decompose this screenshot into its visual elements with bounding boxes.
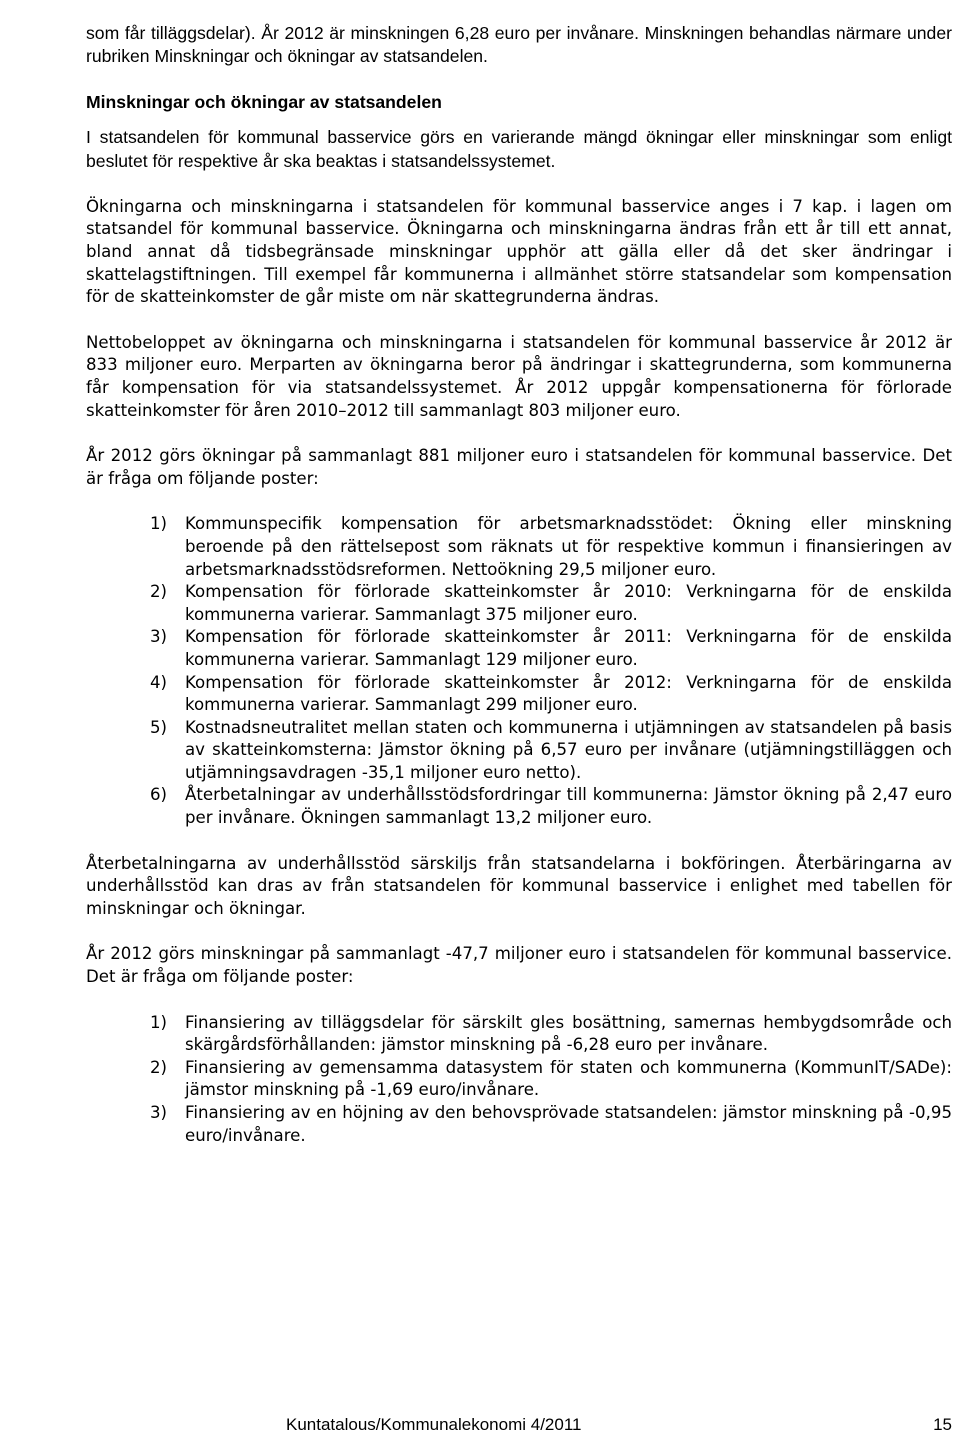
document-page xyxy=(86,22,952,1147)
paragraph-1: I statsandelen för kommunal basservice görs en varierande mängd ökningar eller minskningar som enligt beslutet för respektive år ska beaktas i statsandelssystemet. xyxy=(86,127,952,171)
list-text: Kompensation för förlorade skatteinkomster år 2011: Verkningarna för de enskilda kommunerna varierar. Sammanlagt 129 miljoner euro. xyxy=(185,627,952,669)
list-number: 5) xyxy=(150,717,168,737)
list-number: 4) xyxy=(150,672,168,692)
list-number: 1) xyxy=(150,514,168,534)
list-number: 2) xyxy=(150,582,168,602)
list-item xyxy=(150,717,952,785)
section-heading: Minskningar och ökningar av statsandelen xyxy=(86,92,442,113)
decreases-list xyxy=(86,1012,952,1148)
list-number: 3) xyxy=(150,627,168,647)
paragraph-6: År 2012 görs minskningar på sammanlagt -47,7 miljoner euro i statsandelen för kommunal basservice. Det är fråga om följande poster: xyxy=(86,944,952,987)
list-item xyxy=(150,672,952,717)
list-text: Återbetalningar av underhållsstödsfordringar till kommunerna: Jämstor ökning på 2,47 euro per invånare. Ökningen sammanlagt 13,2 miljoner euro. xyxy=(185,785,952,828)
list-item xyxy=(150,581,952,626)
list-text: Kompensation för förlorade skatteinkomster år 2010: Verkningarna för de enskilda kommunerna varierar. Sammanlagt 375 miljoner euro. xyxy=(185,582,952,624)
list-item xyxy=(150,1012,952,1057)
list-text: Kostnadsneutralitet mellan staten och kommunerna i utjämningen av statsandelen på basis av skatteinkomsterna: Jämstor ökning på 6,57 euro per invånare (utjämningstilläggen och utjämningsavdragen -35,1 miljoner euro netto). xyxy=(185,717,952,782)
paragraph-4: År 2012 görs ökningar på sammanlagt 881 miljoner euro i statsandelen för kommunal basservice. Det är fråga om följande poster: xyxy=(86,446,952,488)
list-text: Finansiering av tilläggsdelar för särskilt gles bosättning, samernas hembygdsområde och skärgårdsförhållanden: jämstor minskning på -6,28 euro per invånare. xyxy=(185,1012,952,1055)
paragraph-5: Återbetalningarna av underhållsstöd särskiljs från statsandelarna i bokföringen. Återbäringarna av underhållsstöd kan dras av från statsandelen för kommunal basservice i enlighet med tabellen för minskningar och ökningar. xyxy=(86,853,952,918)
list-number: 1) xyxy=(150,1012,168,1032)
list-text: Finansiering av gemensamma datasystem för staten och kommunerna (KommunIT/SADe): jämstor minskning på -1,69 euro/invånare. xyxy=(185,1057,952,1100)
page-number: 15 xyxy=(933,1415,952,1434)
paragraph-2: Ökningarna och minskningarna i statsandelen för kommunal basservice anges i 7 kap. i lagen om statsandel för kommunal basservice. Ökningarna och minskningarna ändras från ett år till ett annat, bland annat då tidsbegränsade minskningar upphör att gälla eller då det sker ändringar i skattelagstiftningen. Till exempel får kommunerna i allmänhet större statsandelar som kompensation för de skatteinkomster de går miste om när skattegrunderna ändras. xyxy=(86,196,952,307)
footer-publication: Kuntatalous/Kommunalekonomi 4/2011 xyxy=(286,1415,582,1434)
list-number: 6) xyxy=(150,785,168,805)
list-number: 2) xyxy=(150,1057,168,1077)
intro-paragraph: som får tilläggsdelar). År 2012 är minskningen 6,28 euro per invånare. Minskningen behandlas närmare under rubriken Minskningar och ökningar av statsandelen. xyxy=(86,23,952,67)
list-text: Kompensation för förlorade skatteinkomster år 2012: Verkningarna för de enskilda kommunerna varierar. Sammanlagt 299 miljoner euro. xyxy=(185,672,952,715)
list-item xyxy=(150,626,952,671)
list-item xyxy=(150,1057,952,1102)
paragraph-3: Nettobeloppet av ökningarna och minskningarna i statsandelen för kommunal basservice år 2012 är 833 miljoner euro. Merparten av ökningarna beror på ändringar i skattegrunderna, som kommunerna får kompensation för via statsandelssystemet. År 2012 uppgår kompensationerna för förlorade skatteinkomster för åren 2010–2012 till sammanlagt 803 miljoner euro. xyxy=(86,332,952,420)
list-text: Kommunspecifik kompensation för arbetsmarknadsstödet: Ökning eller minskning beroende på den rättelsepost som räknats ut för respektive kommun i finansieringen av arbetsmarknadsstödsreformen. Nettoökning 29,5 miljoner euro. xyxy=(185,514,952,579)
list-text: Finansiering av en höjning av den behovsprövade statsandelen: jämstor minskning på -0,95 euro/invånare. xyxy=(185,1103,952,1145)
list-item xyxy=(150,1102,952,1147)
list-item xyxy=(150,784,952,829)
list-number: 3) xyxy=(150,1103,168,1122)
list-item xyxy=(150,513,952,581)
increases-list xyxy=(86,513,952,829)
